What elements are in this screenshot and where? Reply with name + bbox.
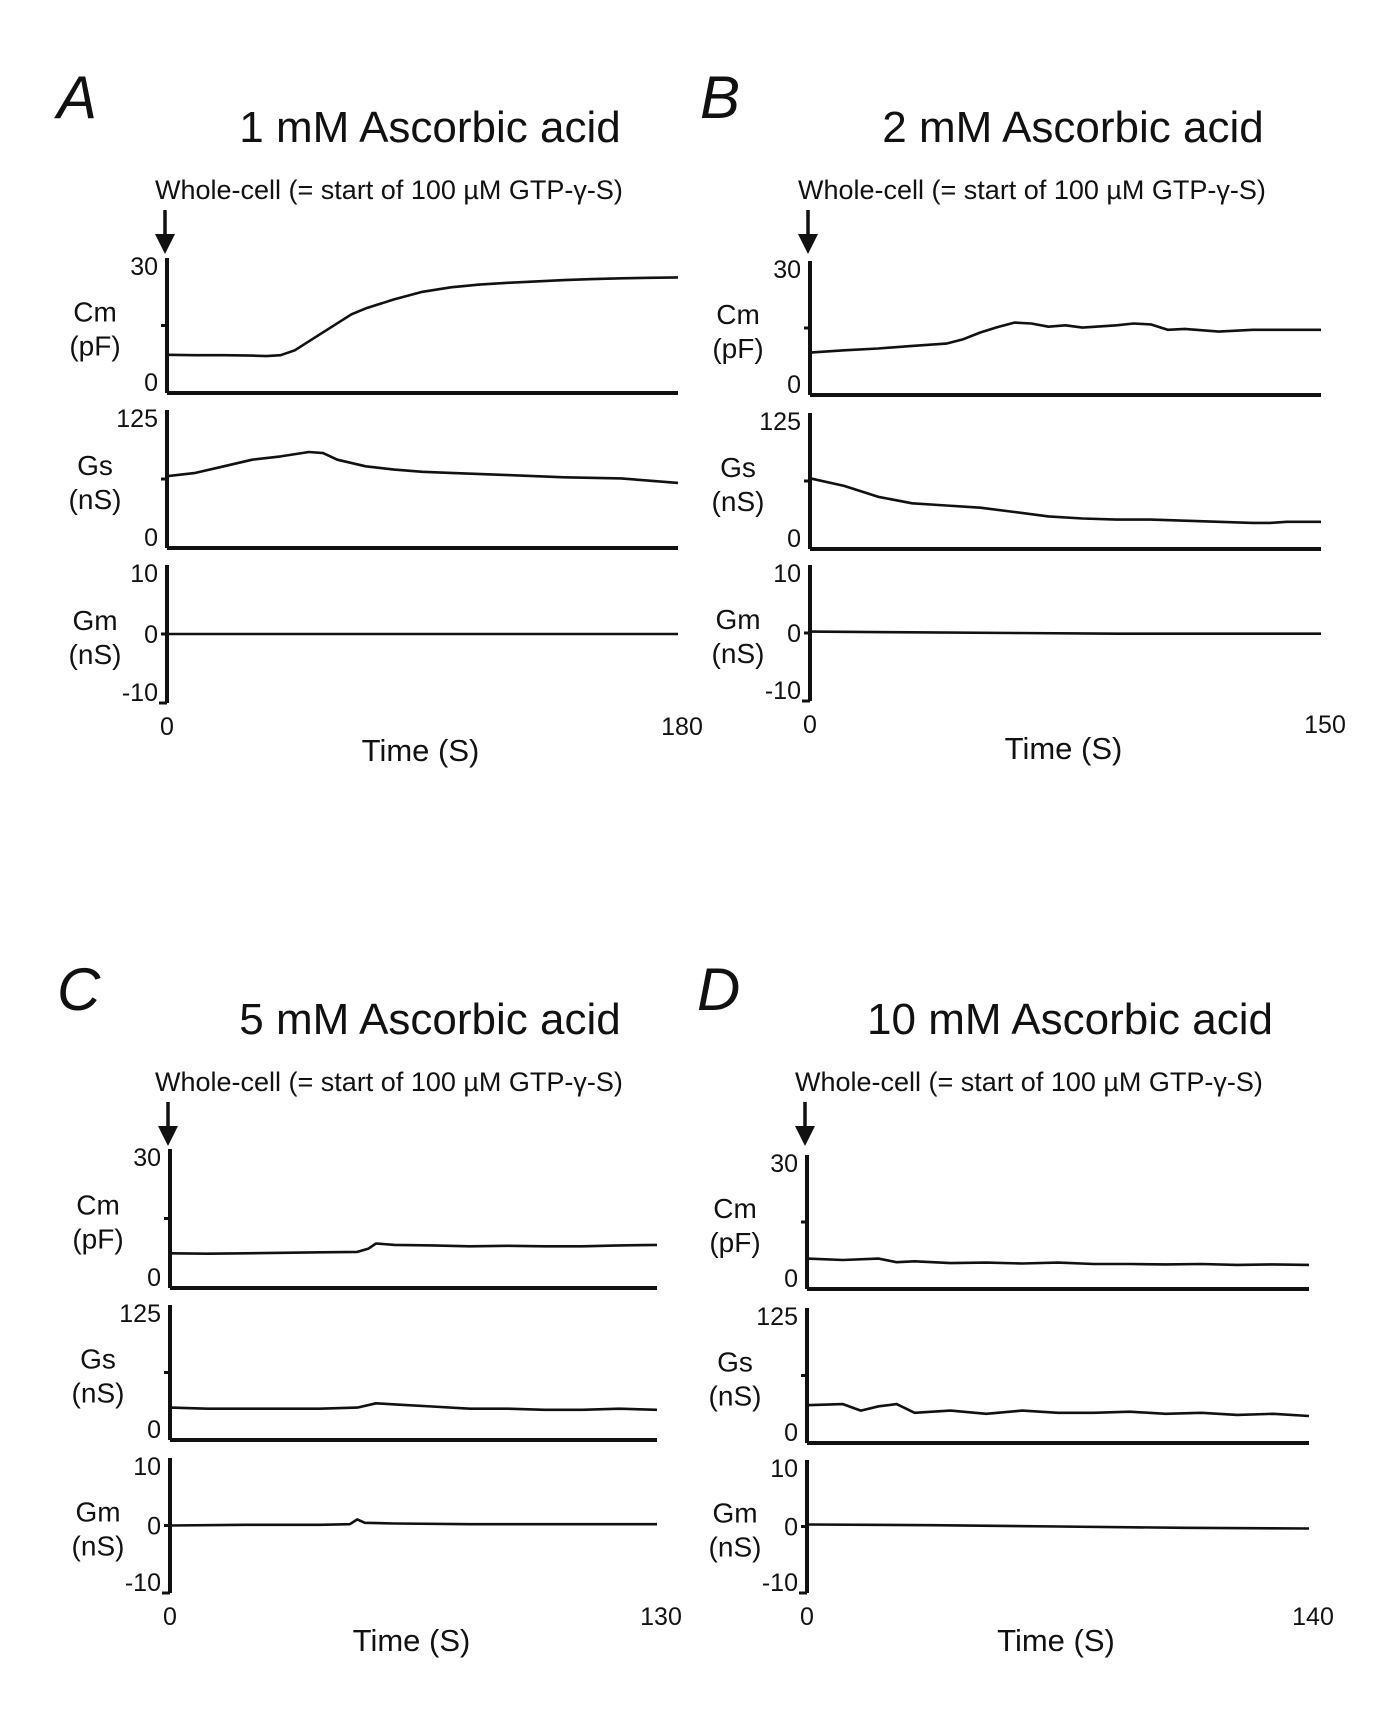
y-axis-label: (pF) xyxy=(69,330,121,362)
y-tick-label: 30 xyxy=(130,253,158,281)
y-tick-label: 0 xyxy=(787,620,801,648)
subplot-gm xyxy=(72,1453,657,1597)
y-tick-label: 0 xyxy=(787,371,801,399)
y-axis-label: (nS) xyxy=(71,1377,125,1409)
subplot-gm xyxy=(69,560,678,707)
y-axis-label: (nS) xyxy=(711,638,765,669)
trace-gs xyxy=(170,1403,657,1410)
y-tick-label: 10 xyxy=(130,560,158,588)
x-tick-label: 0 xyxy=(800,1603,814,1631)
y-axis-label: Gs xyxy=(720,452,756,483)
whole-cell-annotation: Whole-cell (= start of 100 µM GTP-γ-S) xyxy=(155,175,623,205)
panel-b xyxy=(700,64,1346,766)
panel-letter: B xyxy=(700,64,741,131)
y-axis-label: (nS) xyxy=(71,1530,125,1562)
trace-gm xyxy=(170,1519,657,1525)
y-tick-label: 0 xyxy=(144,369,158,397)
subplot-gs xyxy=(69,405,678,552)
y-tick-label: 125 xyxy=(759,408,801,436)
y-axis-label: Gm xyxy=(712,1497,758,1529)
subplot-cm xyxy=(709,1150,1309,1293)
x-tick-label: 130 xyxy=(640,1603,682,1631)
y-axis-label: Gs xyxy=(80,1343,116,1375)
whole-cell-annotation: Whole-cell (= start of 100 µM GTP-γ-S) xyxy=(155,1067,623,1097)
y-tick-label: 30 xyxy=(133,1144,161,1172)
subplot-gs xyxy=(709,1303,1309,1447)
y-axis-label: Cm xyxy=(76,1189,120,1221)
y-tick-label: 125 xyxy=(756,1303,798,1331)
panel-letter: A xyxy=(57,64,98,131)
x-tick-label: 180 xyxy=(661,713,703,741)
y-tick-label: -10 xyxy=(124,1569,161,1597)
y-tick-label: 0 xyxy=(784,1265,798,1293)
y-axis-label: Cm xyxy=(73,296,117,328)
x-tick-label: 0 xyxy=(160,713,174,741)
x-axis-label: Time (S) xyxy=(352,1623,471,1658)
y-axis-label: (nS) xyxy=(708,1531,762,1563)
y-tick-label: 0 xyxy=(147,1264,161,1292)
y-axis-label: Cm xyxy=(716,299,760,330)
panel-c xyxy=(57,956,682,1658)
panel-title: 2 mM Ascorbic acid xyxy=(882,103,1264,152)
y-tick-label: 0 xyxy=(147,1416,161,1444)
subplot-gm xyxy=(712,560,1321,705)
panel-letter: D xyxy=(697,956,741,1023)
y-tick-label: -10 xyxy=(121,679,158,707)
x-axis-label: Time (S) xyxy=(361,733,480,768)
y-tick-label: -10 xyxy=(764,677,801,705)
trace-gm xyxy=(810,632,1321,634)
panel-d xyxy=(697,956,1334,1658)
y-tick-label: 10 xyxy=(133,1453,161,1481)
trace-cm xyxy=(807,1259,1309,1265)
y-tick-label: 10 xyxy=(773,560,801,588)
whole-cell-annotation: Whole-cell (= start of 100 µM GTP-γ-S) xyxy=(798,175,1266,205)
y-axis-label: Gm xyxy=(72,605,118,636)
panel-title: 10 mM Ascorbic acid xyxy=(867,995,1273,1044)
panel-title: 5 mM Ascorbic acid xyxy=(239,995,621,1044)
panel-title: 1 mM Ascorbic acid xyxy=(239,103,621,152)
subplot-cm xyxy=(72,1144,657,1292)
y-axis-label: (pF) xyxy=(712,333,764,364)
x-tick-label: 0 xyxy=(163,1603,177,1631)
y-tick-label: 30 xyxy=(773,256,801,284)
y-tick-label: 125 xyxy=(119,1300,161,1328)
x-tick-label: 150 xyxy=(1304,711,1346,739)
y-tick-label: 0 xyxy=(787,525,801,553)
y-tick-label: 0 xyxy=(784,1513,798,1542)
trace-cm xyxy=(810,323,1321,353)
trace-gs xyxy=(810,478,1321,523)
y-tick-label: 10 xyxy=(770,1455,798,1483)
y-axis-label: Cm xyxy=(713,1193,757,1224)
subplot-gs xyxy=(712,408,1321,553)
x-tick-label: 0 xyxy=(803,711,817,739)
subplot-gs xyxy=(72,1300,657,1444)
whole-cell-annotation: Whole-cell (= start of 100 µM GTP-γ-S) xyxy=(795,1067,1263,1097)
y-axis-label: (nS) xyxy=(68,484,122,515)
y-tick-label: 0 xyxy=(147,1512,161,1541)
y-axis-label: (pF) xyxy=(709,1227,761,1258)
arrow-head xyxy=(795,1126,815,1146)
trace-gs xyxy=(167,452,678,483)
panel-a xyxy=(54,64,703,768)
subplot-cm xyxy=(69,253,678,397)
x-tick-label: 140 xyxy=(1292,1603,1334,1631)
panel-letter: C xyxy=(57,956,101,1023)
x-axis-label: Time (S) xyxy=(1004,731,1123,766)
x-axis-label: Time (S) xyxy=(997,1623,1115,1658)
y-axis-label: (nS) xyxy=(711,486,765,517)
y-axis-label: Gs xyxy=(717,1346,753,1378)
arrow-head xyxy=(155,234,175,254)
y-tick-label: 125 xyxy=(116,405,158,433)
y-axis-label: Gm xyxy=(75,1496,121,1528)
trace-gm xyxy=(807,1525,1309,1529)
subplot-gm xyxy=(709,1455,1309,1597)
y-tick-label: -10 xyxy=(761,1569,798,1597)
trace-gs xyxy=(807,1404,1309,1416)
y-axis-label: (nS) xyxy=(708,1380,762,1412)
subplot-cm xyxy=(712,256,1321,399)
arrow-head xyxy=(798,234,818,254)
y-tick-label: 0 xyxy=(144,621,158,649)
y-axis-label: Gm xyxy=(715,604,761,635)
arrow-head xyxy=(158,1126,178,1146)
trace-cm xyxy=(170,1244,657,1254)
y-axis-label: (nS) xyxy=(68,639,122,670)
y-tick-label: 30 xyxy=(770,1150,798,1178)
y-axis-label: Gs xyxy=(77,450,113,481)
y-tick-label: 0 xyxy=(784,1419,798,1447)
trace-cm xyxy=(167,277,678,356)
y-axis-label: (pF) xyxy=(72,1223,124,1255)
y-tick-label: 0 xyxy=(144,524,158,552)
